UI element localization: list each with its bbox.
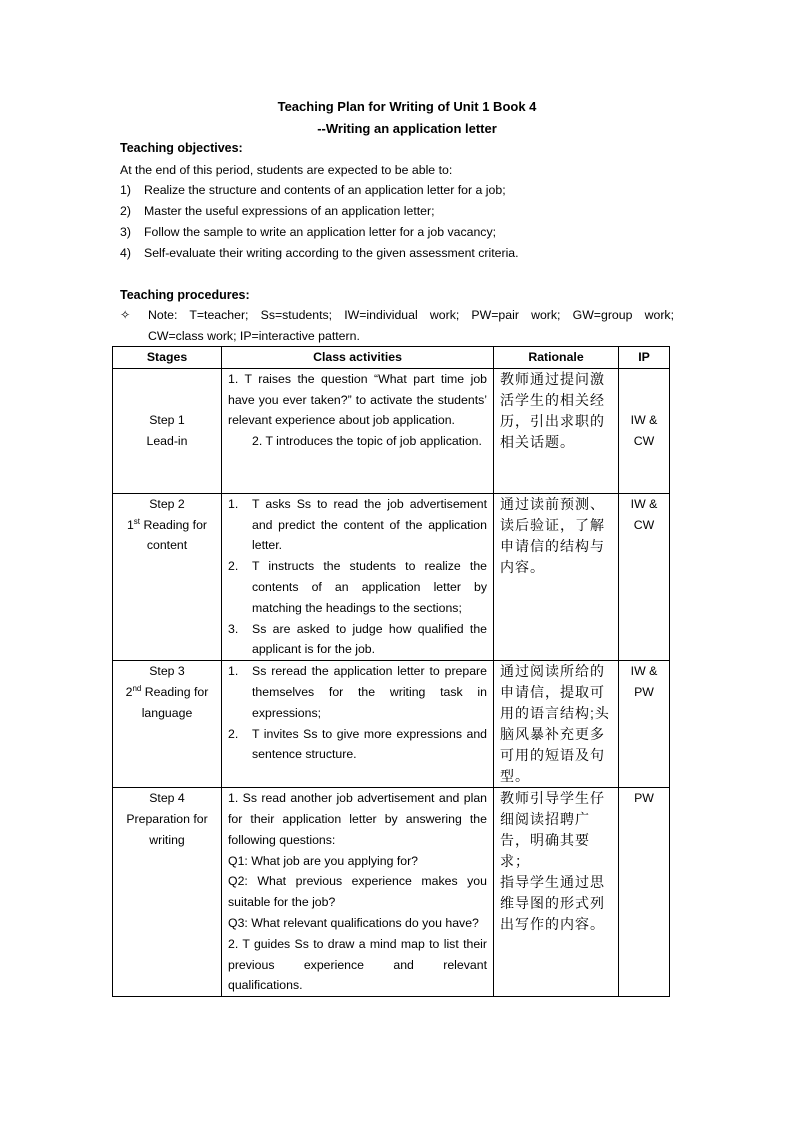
ip-cell: IW & PW bbox=[619, 661, 670, 788]
stage-reading-text: Reading for bbox=[141, 684, 209, 699]
table-row bbox=[113, 368, 670, 493]
column-header-rationale: Rationale bbox=[494, 347, 619, 369]
list-item-text: Ss reread the application letter to prepare themselves for the writing task in expressions; bbox=[252, 664, 487, 720]
activities-cell bbox=[222, 493, 494, 660]
question-text: Q1: What job are you applying for? bbox=[228, 853, 419, 868]
list-item-number: 3. bbox=[228, 621, 239, 636]
list-item-number: 1. bbox=[228, 496, 239, 511]
list-item bbox=[228, 661, 487, 723]
question-text: Q2: What previous experience makes you suitable for the job? bbox=[228, 874, 487, 910]
ip-cell: IW & CW bbox=[619, 368, 670, 493]
stage-step: Step 1 bbox=[149, 413, 185, 427]
rationale-cell: 通过读前预测、读后验证，了解申请信的结构与内容。 bbox=[494, 493, 619, 660]
rationale-cell: 通过阅读所给的申请信，提取可用的语言结构;头脑风暴补充更多可用的短语及句型。 bbox=[494, 661, 619, 788]
stage-cell bbox=[113, 661, 222, 788]
list-item bbox=[228, 494, 487, 556]
stage-cell bbox=[113, 788, 222, 997]
stage-name: Lead-in bbox=[146, 433, 188, 448]
activities-cell bbox=[222, 661, 494, 788]
list-item-number: 2. bbox=[228, 726, 239, 741]
objective-number: 4) bbox=[120, 246, 131, 260]
table-row bbox=[113, 788, 670, 997]
objective-item bbox=[120, 183, 506, 197]
procedures-heading: Teaching procedures: bbox=[120, 288, 250, 302]
column-header-ip: IP bbox=[619, 347, 670, 369]
list-item bbox=[228, 556, 487, 618]
column-header-class-activities: Class activities bbox=[222, 347, 494, 369]
stage-ordinal-suffix: st bbox=[133, 516, 141, 526]
list-item-text: T instructs the students to realize the contents of an application letter by matching the headings to the sections; bbox=[252, 559, 487, 615]
rationale-cell: 教师通过提问激活学生的相关经历，引出求职的相关话题。 bbox=[494, 368, 619, 493]
stage-step: Step 2 bbox=[149, 496, 185, 511]
stage-name: Preparation for bbox=[126, 811, 208, 826]
activity-list bbox=[228, 661, 487, 765]
objective-item bbox=[120, 246, 519, 260]
list-item-text: Ss are asked to judge how qualified the applicant is for the job. bbox=[252, 621, 487, 657]
stage-ordinal-suffix: nd bbox=[132, 683, 142, 693]
list-item bbox=[228, 724, 487, 766]
list-item-number: 1. bbox=[228, 664, 239, 679]
rationale-cell bbox=[494, 788, 619, 997]
activity-list bbox=[228, 494, 487, 660]
activity-text: 1. Ss read another job advertisement and plan for their application letter by answering the following questions: bbox=[228, 791, 487, 847]
stage-reading-text: Reading for bbox=[140, 517, 208, 532]
stage-name: writing bbox=[149, 832, 185, 847]
objective-number: 3) bbox=[120, 225, 131, 239]
activities-cell bbox=[222, 788, 494, 997]
note-line-2: CW=class work; IP=interactive pattern. bbox=[148, 329, 360, 343]
stage-name: language bbox=[141, 705, 193, 720]
ip-cell: PW bbox=[619, 788, 670, 997]
list-item-text: T asks Ss to read the job advertisement and predict the content of the application letter. bbox=[252, 496, 487, 553]
stage-cell bbox=[113, 368, 222, 493]
objective-item bbox=[120, 225, 496, 239]
objective-text: Follow the sample to write an application letter for a job vacancy; bbox=[144, 225, 497, 239]
activities-cell bbox=[222, 368, 494, 493]
stage-reading-label bbox=[119, 682, 215, 703]
stage-ordinal: 2 bbox=[125, 684, 133, 699]
objective-number: 1) bbox=[120, 183, 131, 197]
objective-text: Master the useful expressions of an application letter; bbox=[144, 204, 435, 218]
list-item-number: 2. bbox=[228, 559, 239, 574]
stage-step: Step 4 bbox=[149, 791, 185, 806]
objectives-intro: At the end of this period, students are expected to be able to: bbox=[120, 163, 453, 177]
stage-step: Step 3 bbox=[149, 664, 185, 679]
note-block bbox=[120, 305, 674, 347]
stage-reading-label bbox=[119, 515, 215, 536]
diamond-star-icon: ✧ bbox=[120, 308, 131, 322]
list-item-text: T invites Ss to give more expressions and sentence structure. bbox=[252, 726, 487, 762]
table-row bbox=[113, 661, 670, 788]
table-row bbox=[113, 493, 670, 660]
objective-text: Realize the structure and contents of an application letter for a job; bbox=[144, 183, 506, 197]
procedures-table bbox=[112, 346, 670, 997]
ip-cell: IW & CW bbox=[619, 493, 670, 660]
stage-name: content bbox=[146, 538, 188, 553]
note-line-1: Note: T=teacher; Ss=students; IW=individual work; PW=pair work; GW=group work; bbox=[148, 308, 674, 322]
objective-text: Self-evaluate their writing according to the given assessment criteria. bbox=[144, 246, 519, 260]
question-text: Q3: What relevant qualifications do you have? bbox=[228, 915, 479, 930]
table-header-row bbox=[113, 347, 670, 369]
list-item bbox=[228, 619, 487, 661]
rationale-text: 教师引导学生仔细阅读招聘广告，明确其要求； bbox=[500, 790, 605, 870]
activity-text: 2. T guides Ss to draw a mind map to list their previous experience and relevant qualifications. bbox=[228, 936, 487, 993]
objective-item bbox=[120, 204, 435, 218]
document-title: Teaching Plan for Writing of Unit 1 Book 4 bbox=[277, 99, 537, 114]
activity-text: 2. T introduces the topic of job application. bbox=[252, 434, 482, 449]
activity-text: 1. T raises the question “What part time job have you ever taken?” to activate the students’ relevant experience about job application. bbox=[228, 371, 487, 428]
document-subtitle: --Writing an application letter bbox=[317, 121, 497, 136]
rationale-text: 指导学生通过思维导图的形式列出写作的内容。 bbox=[500, 874, 605, 933]
stage-cell bbox=[113, 493, 222, 660]
stage-ordinal: 1 bbox=[126, 517, 134, 532]
objectives-heading: Teaching objectives: bbox=[120, 141, 243, 155]
objective-number: 2) bbox=[120, 204, 131, 218]
column-header-stages: Stages bbox=[113, 347, 222, 369]
